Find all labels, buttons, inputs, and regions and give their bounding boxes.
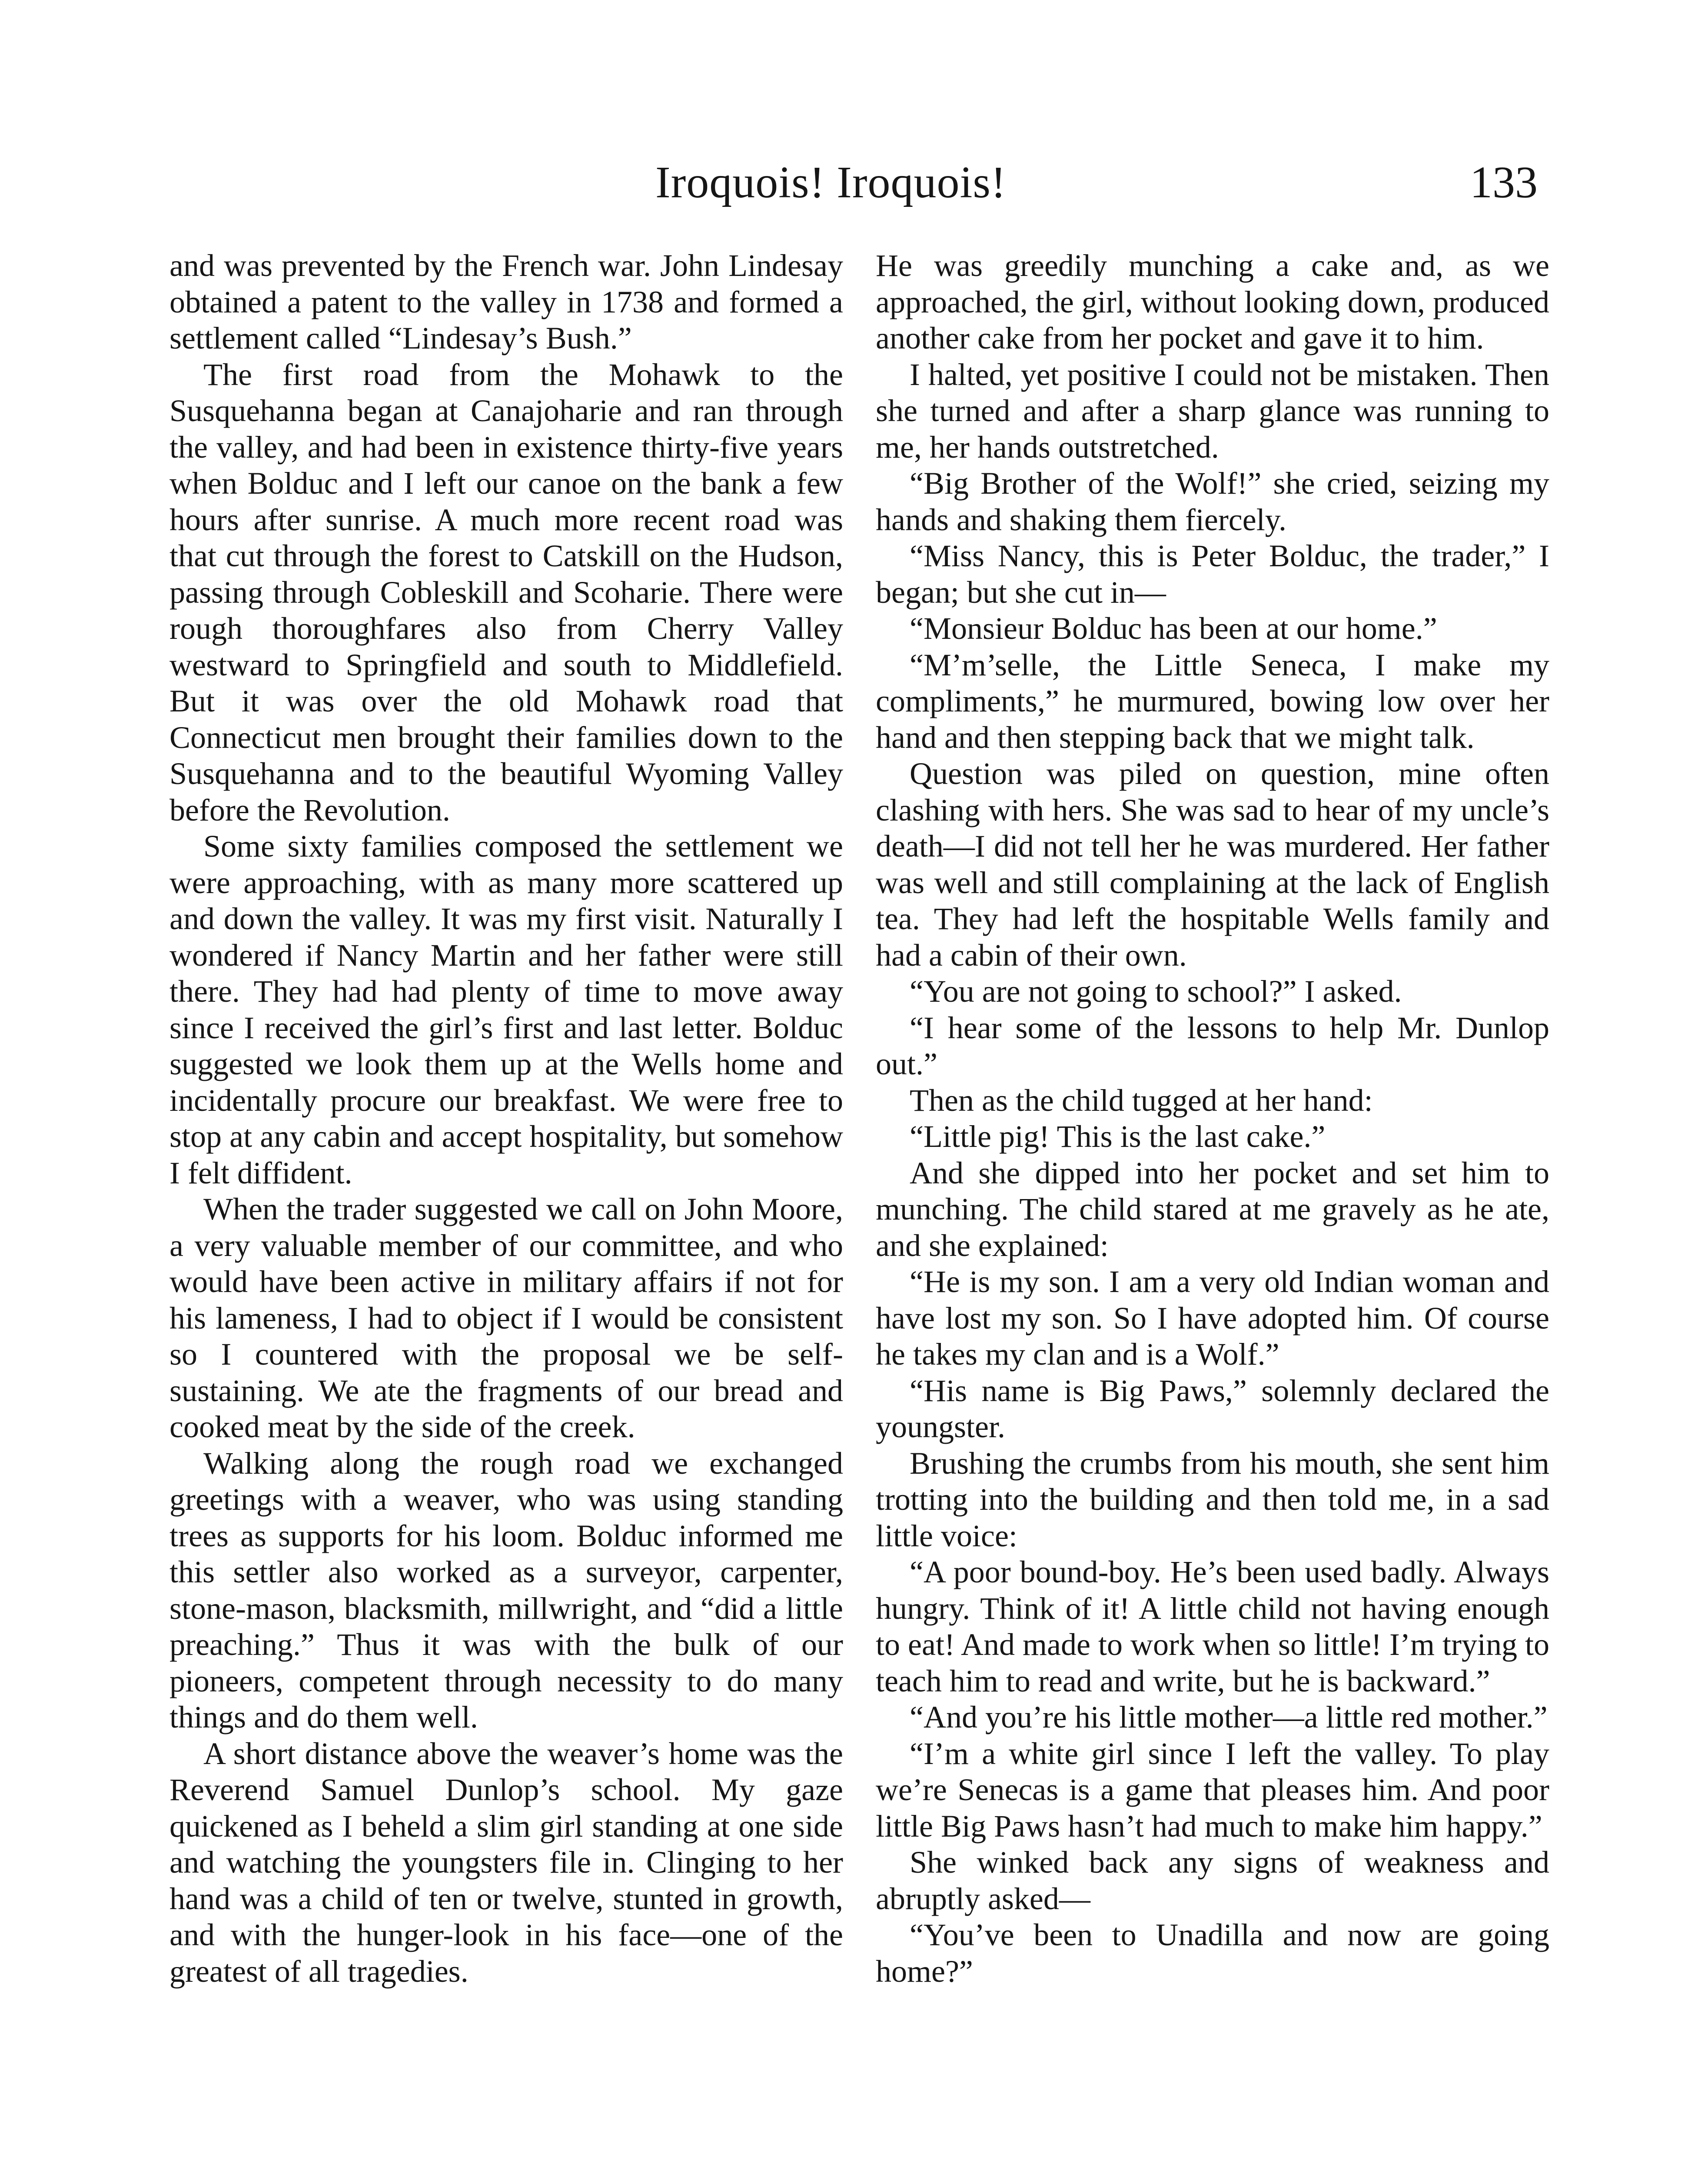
page-number: 133 bbox=[1470, 157, 1538, 207]
left-column bbox=[169, 248, 843, 1990]
paragraph: “You are not going to school?” I asked. bbox=[910, 974, 1402, 1009]
paragraph: “Big Brother of the Wolf!” she cried, seizing my hands and shaking them fiercely. bbox=[876, 466, 1549, 537]
paragraph: and was prevented by the French war. John Lindesay obtained a patent to the valley in 1738 and formed a settlement called “Lindesay’s Bush.” bbox=[169, 248, 843, 356]
paragraph: I halted, yet positive I could not be mistaken. Then she turned and after a sharp glance was running to me, her hands outstretched. bbox=[876, 357, 1549, 465]
paragraph: “You’ve been to Unadilla and now are going home?” bbox=[876, 1917, 1549, 1989]
paragraph: “M’m’selle, the Little Seneca, I make my compliments,” he murmured, bowing low over her hand and then stepping back that we might talk. bbox=[876, 647, 1549, 755]
paragraph: She winked back any signs of weakness and abruptly asked— bbox=[876, 1845, 1549, 1916]
paragraph: The first road from the Mohawk to the Susquehanna began at Canajoharie and ran through the valley, and had been in existence thirty-five years when Bolduc and I left our canoe on the bank a few hours after sunrise. A much more recent road was that cut through the forest to Catskill on the Hudson, passing through Cobleskill and Scoharie. There were rough thoroughfares also from Cherry Valley westward to Springfield and south to Middlefield. But it was over the old Mohawk road that Connecticut men brought their families down to the Susquehanna and to the beautiful Wyoming Valley before the Revolution. bbox=[169, 357, 843, 827]
paragraph: Question was piled on question, mine often clashing with hers. She was sad to hear of my uncle’s death—I did not tell her he was murdered. Her father was well and still complaining at the lack of English tea. They had left the hospitable Wells family and had a cabin of their own. bbox=[876, 756, 1549, 973]
paragraph: “Monsieur Bolduc has been at our home.” bbox=[910, 611, 1437, 646]
page-header bbox=[169, 154, 1538, 211]
paragraph: “He is my son. I am a very old Indian woman and have lost my son. So I have adopted him. Of course he takes my clan and is a Wolf.” bbox=[876, 1264, 1549, 1372]
paragraph: “His name is Big Paws,” solemnly declared the youngster. bbox=[876, 1373, 1549, 1444]
paragraph: Brushing the crumbs from his mouth, she sent him trotting into the building and then told me, in a sad little voice: bbox=[876, 1445, 1549, 1553]
right-column bbox=[876, 248, 1549, 1990]
paragraph: “I’m a white girl since I left the valley. To play we’re Senecas is a game that pleases him. And poor little Big Paws hasn’t had much to make him happy.” bbox=[876, 1736, 1549, 1844]
paragraph: And she dipped into her pocket and set him to munching. The child stared at me gravely as he ate, and she explained: bbox=[876, 1155, 1549, 1263]
paragraph: “I hear some of the lessons to help Mr. Dunlop out.” bbox=[876, 1010, 1549, 1081]
paragraph: “Little pig! This is the last cake.” bbox=[910, 1119, 1326, 1154]
running-title: Iroquois! Iroquois! bbox=[655, 157, 1007, 207]
paragraph: “Miss Nancy, this is Peter Bolduc, the trader,” I began; but she cut in— bbox=[876, 538, 1549, 610]
paragraph: Some sixty families composed the settlement we were approaching, with as many more scattered up and down the valley. It was my first visit. Naturally I wondered if Nancy Martin and her father were still there. They had had plenty of time to move away since I received the girl’s first and last letter. Bolduc suggested we look them up at the Wells home and incidentally procure our breakfast. We were free to stop at any cabin and accept hospitality, but somehow I felt diffident. bbox=[169, 829, 843, 1190]
paragraph: “A poor bound-boy. He’s been used badly. Always hungry. Think of it! A little child not having enough to eat! And made to work when so little! I’m trying to teach him to read and write, but he is backward.” bbox=[876, 1555, 1549, 1698]
paragraph: He was greedily munching a cake and, as we approached, the girl, without looking down, produced another cake from her pocket and gave it to him. bbox=[876, 248, 1549, 356]
paragraph: A short distance above the weaver’s home was the Reverend Samuel Dunlop’s school. My gaze quickened as I beheld a slim girl standing at one side and watching the youngsters file in. Clinging to her hand was a child of ten or twelve, stunted in growth, and with the hunger-look in his face—one of the greatest of all tragedies. bbox=[169, 1736, 843, 1989]
paragraph: When the trader suggested we call on John Moore, a very valuable member of our committee, and who would have been active in military affairs if not for his lameness, I had to object if I would be consistent so I countered with the proposal we be self-sustaining. We ate the fragments of our bread and cooked meat by the side of the creek. bbox=[169, 1192, 843, 1444]
paragraph: Walking along the rough road we exchanged greetings with a weaver, who was using standing trees as supports for his loom. Bolduc informed me this settler also worked as a surveyor, carpenter, stone-mason, blacksmith, millwright, and “did a little preaching.” Thus it was with the bulk of our pioneers, competent through necessity to do many things and do them well. bbox=[169, 1445, 843, 1734]
paragraph: “And you’re his little mother—a little red mother.” bbox=[910, 1700, 1548, 1734]
paragraph: Then as the child tugged at her hand: bbox=[910, 1083, 1373, 1118]
